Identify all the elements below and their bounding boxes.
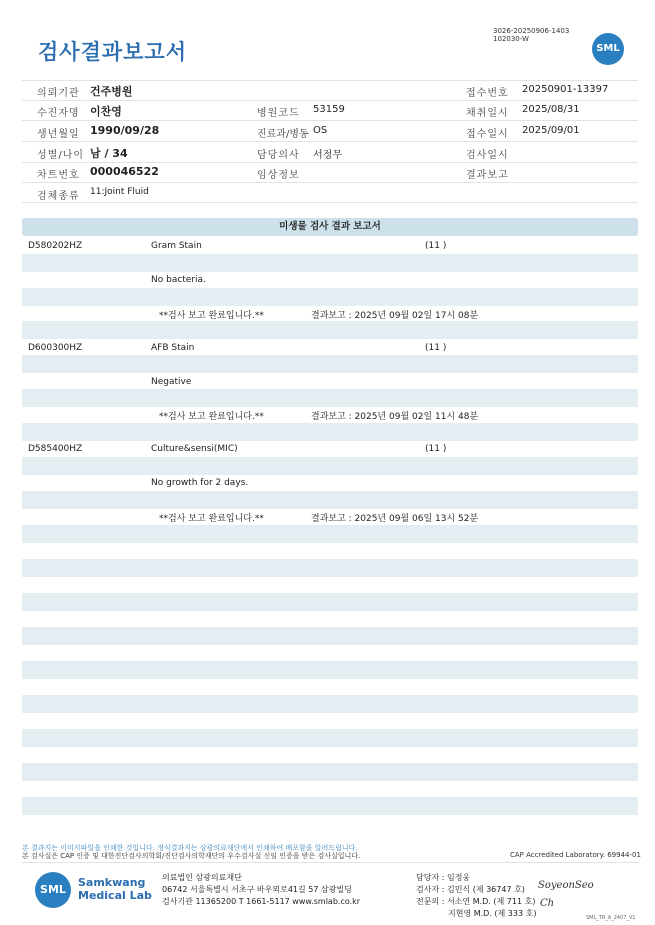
value-chart-no: 000046522: [90, 165, 159, 178]
row-stripe: [22, 355, 638, 373]
value-specimen: 11:Joint Fluid: [90, 187, 149, 197]
row-stripe: [22, 321, 638, 339]
report-complete: **검사 보고 완료입니다.**: [159, 412, 264, 422]
value-receipt-date: 2025/09/01: [522, 125, 580, 136]
divider: [22, 80, 638, 81]
section-header: 미생물 검사 결과 보고서: [22, 218, 638, 236]
lab-address: [162, 872, 360, 908]
test-count: (11 ): [425, 343, 447, 353]
row-stripe: [22, 763, 638, 781]
value-birthdate: 1990/09/28: [90, 124, 160, 137]
label-doctor: 담당의사: [257, 150, 300, 161]
row-stripe: [22, 695, 638, 713]
divider: [22, 182, 638, 183]
label-clinical-info: 임상정보: [257, 170, 300, 181]
test-name: Gram Stain: [151, 241, 202, 251]
row-stripe: [22, 525, 638, 543]
label-patient-name: 수진자명: [37, 108, 80, 119]
value-requester: 건주병원: [90, 85, 133, 98]
divider: [22, 100, 638, 101]
row-stripe: [22, 457, 638, 475]
staff-tester: 검사자 : 김민식 (제 36747 호): [416, 885, 525, 894]
row-stripe: [22, 423, 638, 441]
label-requester: 의뢰기관: [37, 88, 80, 99]
divider: [22, 862, 638, 863]
brand-line1: Samkwang: [78, 876, 146, 889]
value-receipt-no: 20250901-13397: [522, 84, 609, 95]
divider: [22, 120, 638, 121]
page-title: 검사결과보고서: [38, 40, 188, 64]
lab-contact: 검사기관 11365200 T 1661-5117 www.smlab.co.kr: [162, 897, 361, 906]
report-time: 결과보고 : 2025년 09월 06일 13시 52분: [311, 514, 479, 524]
staff-specialist1: 전문의 : 서소연 M.D. (제 711 호): [416, 897, 536, 906]
label-collection-date: 채취일시: [466, 108, 509, 119]
notice-accreditation: 본 검사실은 CAP 인증 및 대한진단검사의학회/진단검사의학재단의 우수검사실 신임 인증을 받은 검사실입니다.: [22, 852, 361, 860]
test-code: D585400HZ: [28, 444, 83, 454]
value-patient-name: 이찬영: [90, 105, 122, 118]
row-stripe: [22, 559, 638, 577]
row-stripe: [22, 797, 638, 815]
test-name: Culture&sensi(MIC): [151, 444, 238, 454]
brand-name: [78, 876, 152, 902]
label-chart-no: 차트번호: [37, 170, 80, 181]
label-test-date: 검사일시: [466, 150, 509, 161]
test-name: AFB Stain: [151, 343, 195, 353]
form-number: SML_TR_A_2407_V1: [586, 915, 636, 921]
test-result: No growth for 2 days.: [151, 478, 249, 488]
label-receipt-date: 접수일시: [466, 129, 509, 140]
test-code: D600300HZ: [28, 343, 83, 353]
staff-specialist2: 지현영 M.D. (제 333 호): [448, 909, 537, 918]
value-doctor: 서정무: [313, 150, 342, 161]
divider: [22, 202, 638, 203]
row-stripe: [22, 661, 638, 679]
sml-logo-footer: SML: [35, 872, 71, 908]
staff-info: [416, 872, 536, 920]
row-stripe: [22, 627, 638, 645]
lab-street: 06742 서울특별시 서초구 바우뫼로41길 57 삼광빌딩: [162, 885, 352, 894]
staff-manager: 담당자 : 임정웅: [416, 873, 471, 882]
test-count: (11 ): [425, 241, 447, 251]
report-complete: **검사 보고 완료입니다.**: [159, 514, 264, 524]
value-sex-age: 남 / 34: [90, 147, 128, 160]
cap-accreditation: CAP Accredited Laboratory. 69944-01: [510, 851, 641, 859]
row-stripe: [22, 491, 638, 509]
lab-name: 의료법인 삼광의료재단: [162, 873, 242, 882]
label-birthdate: 생년월일: [37, 129, 80, 140]
sml-logo: SML: [592, 33, 624, 65]
divider: [22, 141, 638, 142]
label-sex-age: 성별/나이: [37, 150, 85, 161]
test-code: D580202HZ: [28, 241, 83, 251]
signature-1: SoyeonSeo: [538, 880, 594, 891]
doc-id-line2: 102030-W: [493, 35, 529, 43]
label-receipt-no: 접수번호: [466, 88, 509, 99]
row-stripe: [22, 729, 638, 747]
label-specimen: 검체종류: [37, 191, 80, 202]
report-complete: **검사 보고 완료입니다.**: [159, 311, 264, 321]
test-result: Negative: [151, 377, 192, 387]
label-hospital-code: 병원코드: [257, 108, 300, 119]
label-result-report: 결과보고: [466, 170, 509, 181]
doc-id-line1: 3026-20250906-1403: [493, 27, 570, 35]
value-collection-date: 2025/08/31: [522, 104, 580, 115]
value-hospital-code: 53159: [313, 104, 345, 115]
value-department: OS: [313, 125, 328, 136]
row-stripe: [22, 593, 638, 611]
row-stripe: [22, 254, 638, 272]
test-count: (11 ): [425, 444, 447, 454]
test-result: No bacteria.: [151, 275, 206, 285]
divider: [22, 162, 638, 163]
label-department: 진료과/병동: [257, 129, 309, 140]
row-stripe: [22, 288, 638, 306]
report-time: 결과보고 : 2025년 09월 02일 11시 48분: [311, 412, 479, 422]
brand-line2: Medical Lab: [78, 889, 152, 902]
document-id: [493, 27, 569, 43]
signature-2: Ch: [540, 898, 555, 909]
row-stripe: [22, 389, 638, 407]
notice-image-print: 본 결과지는 이미지파일을 인쇄한 것입니다. 정식결과지는 삼광의료재단에서 인쇄하여 배포함을 알려드립니다.: [22, 844, 358, 852]
report-time: 결과보고 : 2025년 09월 02일 17시 08분: [311, 311, 479, 321]
